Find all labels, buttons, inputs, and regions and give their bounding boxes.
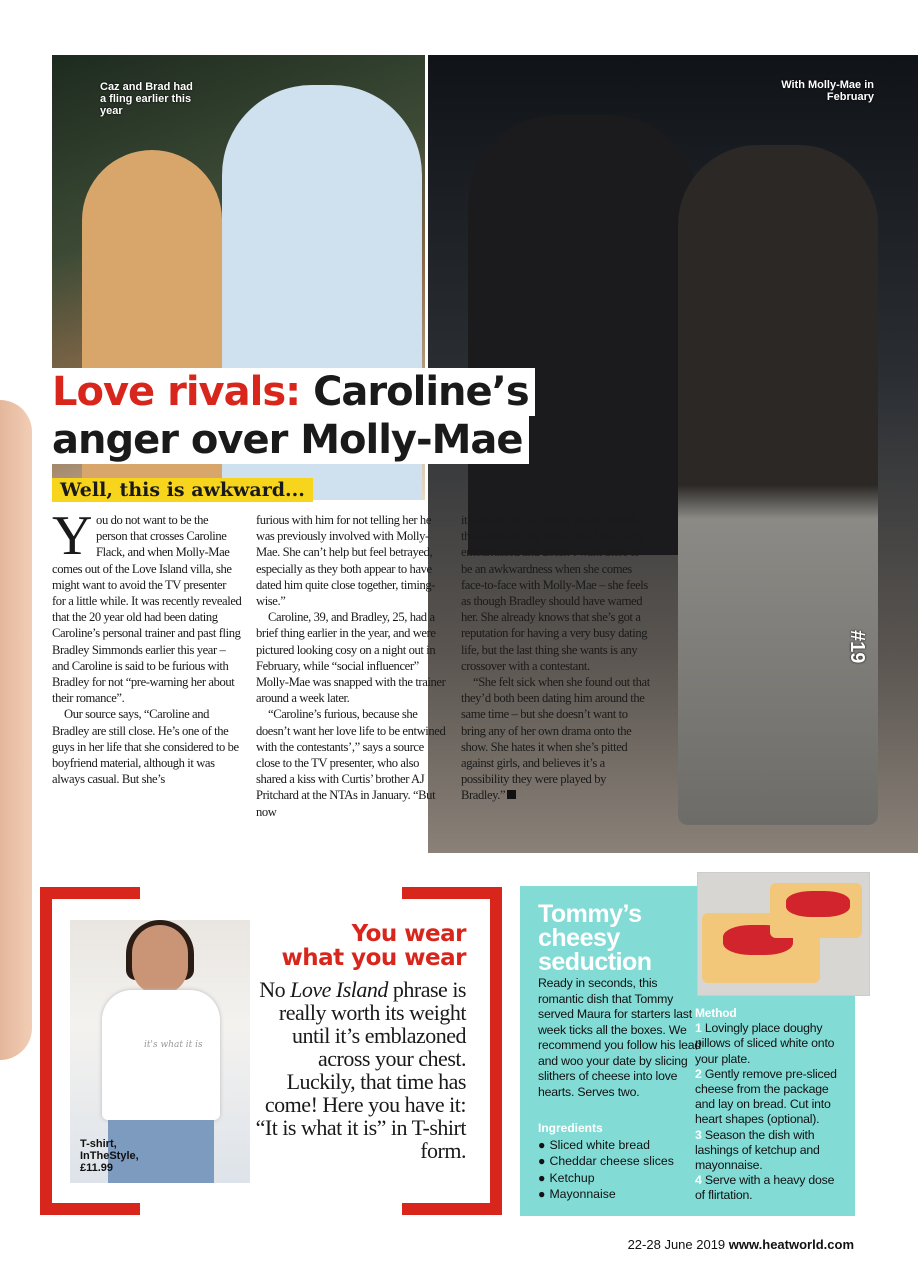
recipe-photo bbox=[697, 872, 870, 996]
method-step: 4 Serve with a heavy dose of flirtation. bbox=[695, 1173, 835, 1203]
standfirst: Well, this is awkward... bbox=[52, 478, 313, 502]
footer-date: 22-28 June 2019 bbox=[627, 1237, 726, 1252]
headline-black-2: anger over Molly-Mae bbox=[52, 416, 529, 464]
col1-para-2: Our source says, “Caroline and Bradley are still close. He’s one of the guys in her life that she considered to be boyfriend material, although it was always casual. But she’s bbox=[52, 707, 239, 787]
fashion-body: No Love Island phrase is really worth its weight until it’s emblazoned across your chest. Luckily, that time has come! Here you have it: “It is what it is” in T-shirt form. bbox=[255, 977, 466, 1163]
ingredients bbox=[538, 1120, 703, 1203]
col3-para-1: it’s all anyone is talking about behind-the-scenes on the show. She feels really embarrassed and doesn’t want there to be an awkwardness when she comes face-to-face with Molly-Mae – she feels as though Bradley should have warned her. She already knows that she’s got a reputation for having a very busy dating life, but the last thing she wants is any crossover with a contestant. bbox=[461, 513, 648, 673]
col2-para-1: furious with him for not telling her he was previously involved with Molly-Mae. She can’t help but feel betrayed, especially as they both appear to have dated him quite close together, timing-wise.” bbox=[256, 513, 436, 609]
footer bbox=[628, 1237, 854, 1252]
end-mark bbox=[507, 790, 516, 799]
edge-photo bbox=[0, 400, 32, 1060]
footer-site[interactable]: www.heatworld.com bbox=[728, 1237, 854, 1252]
method-step: 1 Lovingly place doughy pillows of sliced white onto your plate. bbox=[695, 1021, 835, 1066]
col2-para-3: “Caroline’s furious, because she doesn’t want her love life to be entwined with the contestants’,” says a source close to the TV presenter, who also shared a kiss with Curtis’ brother AJ Pritchard at the NTAs in January. “But now bbox=[256, 707, 446, 819]
method-step: 3 Season the dish with lashings of ketchup and mayonnaise. bbox=[695, 1127, 820, 1173]
method bbox=[695, 1006, 845, 1204]
article-column-3 bbox=[461, 512, 651, 804]
model-head bbox=[132, 925, 188, 995]
recipe-title: Tommy’s cheesy seduction bbox=[538, 900, 652, 976]
method-step: 2 Gently remove pre-sliced cheese from the package and lay on bread. Cut into heart shapes (optional). bbox=[695, 1066, 837, 1127]
headline-red: Love rivals: bbox=[52, 369, 301, 415]
price-label: T-shirt, InTheStyle, £11.99 bbox=[80, 1138, 139, 1174]
ingredient-item: ● Mayonnaise bbox=[538, 1186, 703, 1203]
figure-woman-snakeskin bbox=[678, 145, 878, 825]
recipe-intro: Ready in seconds, this romantic dish that Tommy served Maura for starters last week ticks all the boxes. We recommend you follow his lead and woo your date by slicing slithers of cheese into love hearts. Serves two. bbox=[538, 976, 702, 1099]
figure-man-black-tee bbox=[468, 115, 698, 555]
tshirt-print: it's what it is bbox=[144, 1040, 203, 1050]
issue-tag: #19 bbox=[846, 630, 868, 664]
col3-para-2: “She felt sick when she found out that they’d both been dating him around the same time – but she doesn’t want to bring any of her own drama onto the show. She hates it when she’s pitted against girls, and believes it’s a possibility they were played by Bradley.” bbox=[461, 675, 650, 803]
photo-caption-left: Caz and Brad had a fling earlier this year bbox=[100, 81, 193, 117]
dropcap: Y bbox=[52, 505, 93, 567]
tshirt bbox=[102, 990, 220, 1120]
ingredients-heading: Ingredients bbox=[538, 1121, 603, 1135]
photo-caption-right: With Molly-Mae in February bbox=[781, 79, 874, 103]
method-heading: Method bbox=[695, 1006, 737, 1020]
col2-para-2: Caroline, 39, and Bradley, 25, had a brief thing earlier in the year, and were pictured looking cosy on a night out in February, while “social influencer” Molly-Mae was snapped with the trainer around a week later. bbox=[256, 610, 446, 706]
tshirt-photo bbox=[70, 920, 250, 1183]
article-column-1 bbox=[52, 505, 242, 787]
ketchup-heart bbox=[786, 891, 850, 917]
ingredient-item: ● Cheddar cheese slices bbox=[538, 1153, 703, 1170]
article-column-2 bbox=[256, 512, 446, 820]
fashion-title: You wear what you wear bbox=[281, 921, 466, 971]
headline-black-1: Caroline’s bbox=[313, 369, 529, 415]
ingredient-item: ● Ketchup bbox=[538, 1170, 703, 1187]
ingredient-item: ● Sliced white bread bbox=[538, 1137, 703, 1154]
headline bbox=[52, 368, 535, 464]
col1-para-1: ou do not want to be the person that crosses Caroline Flack, and when Molly-Mae comes out of the Love Island villa, she might want to avoid the TV presenter for a little while. It was recently revealed that the 20 year old had been dating Caroline’s personal trainer and past fling Bradley Simmonds earlier this year – and Caroline is said to be furious with Bradley for not “pre-warning her about their romance”. bbox=[52, 513, 242, 706]
